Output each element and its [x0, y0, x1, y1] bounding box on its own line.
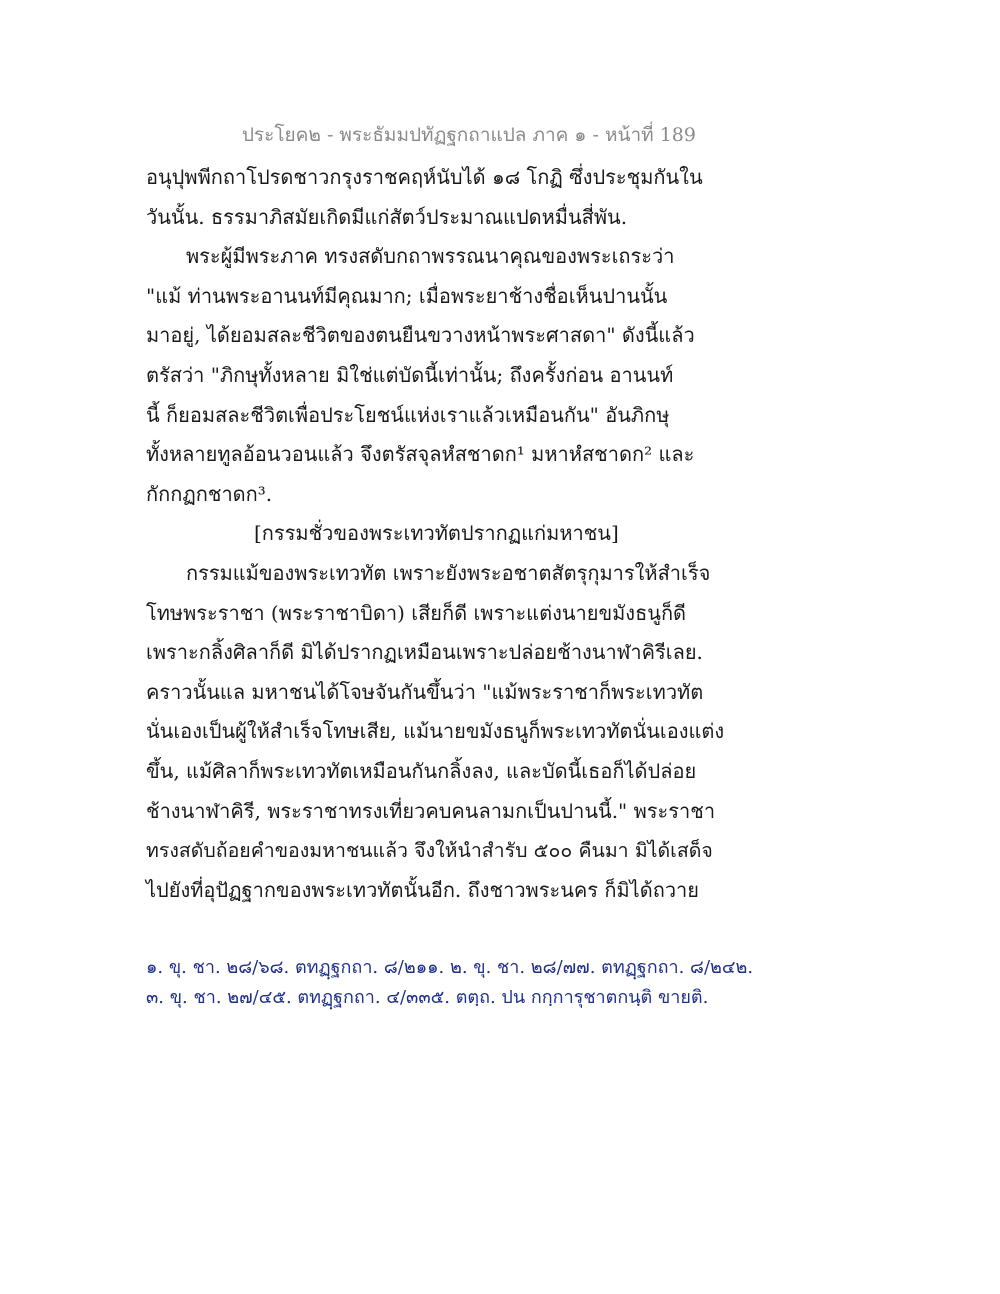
text-line: ไปยังที่อุปัฏฐากของพระเทวทัตนั้นอีก. ถึงชาวพระนคร ก็มิได้ถวาย — [146, 877, 700, 902]
text-line: โทษพระราชา (พระราชาบิดา) เสียก็ดี เพราะแต่งนายขมังธนูก็ดี — [146, 600, 687, 625]
text-line: นี้ ก็ยอมสละชีวิตเพื่อประโยชน์แห่งเราแล้วเหมือนกัน" อันภิกษุ — [146, 402, 670, 427]
text-line: อนุปุพพีกถาโปรดชาวกรุงราชคฤห์นับได้ ๑๘ โกฏิ ซึ่งประชุมกันใน — [146, 165, 703, 189]
text-line: วันนั้น. ธรรมาภิสมัยเกิดมีแก่สัตว์ประมาณแปดหมื่นสี่พัน. — [146, 204, 628, 229]
footnote-line: ๓. ขุ. ชา. ๒๗/๔๕. ตทฏฺฐกถา. ๔/๓๓๕. ตตฺถ. ปน กกฺการุชาตกนฺติ ขายติ. — [146, 987, 709, 1008]
text-line: เพราะกลิ้งศิลาก็ดี มิได้ปรากฏเหมือนเพราะปล่อยช้างนาฬาคิรีเลย. — [146, 640, 703, 665]
text-line: ทรงสดับถ้อยคำของมหาชนแล้ว จึงให้นำสำรับ ๕๐๐ คืนมา มิได้เสด็จ — [146, 839, 713, 863]
footnotes — [146, 953, 786, 1013]
footnote-line: ๑. ขุ. ชา. ๒๘/๖๘. ตทฏฺฐกถา. ๘/๒๑๑. ๒. ขุ. ชา. ๒๘/๗๗. ตทฏฺฐกถา. ๘/๒๔๒. — [146, 957, 754, 978]
text-line: กักกฏกชาดก³. — [146, 481, 273, 506]
section-heading: [กรรมชั่วของพระเทวทัตปรากฏแก่มหาชน] — [254, 521, 619, 546]
text-line: ตรัสว่า "ภิกษุทั้งหลาย มิใช่แต่บัดนี้เท่านั้น; ถึงครั้งก่อน อานนท์ — [146, 362, 674, 387]
paragraph-start-line: พระผู้มีพระภาค ทรงสดับกถาพรรณนาคุณของพระเถระว่า — [186, 244, 675, 269]
body-text — [146, 158, 726, 910]
paragraph-start-line: กรรมแม้ของพระเทวทัต เพราะยังพระอชาตสัตรุกุมารให้สำเร็จ — [186, 560, 711, 585]
page-header: ประโยค๒ - พระธัมมปทัฏฐกถาแปล ภาค ๑ - หน้าที่ 189 — [241, 124, 696, 146]
text-line: ขึ้น, แม้ศิลาก็พระเทวทัตเหมือนกันกลิ้งลง, และบัดนี้เธอก็ได้ปล่อย — [146, 758, 697, 783]
text-line: "แม้ ท่านพระอานนท์มีคุณมาก; เมื่อพระยาช้างชื่อเห็นปานนั้น — [146, 283, 668, 308]
text-line: คราวนั้นแล มหาชนได้โจษจันกันขึ้นว่า "แม้พระราชาก็พระเทวทัต — [146, 679, 704, 704]
text-line: นั่นเองเป็นผู้ให้สำเร็จโทษเสีย, แม้นายขมังธนูก็พระเทวทัตนั่นเองแต่ง — [146, 719, 725, 744]
text-line: ทั้งหลายทูลอ้อนวอนแล้ว จึงตรัสจุลหํสชาดก¹ มหาหํสชาดก² และ — [146, 442, 695, 467]
text-line: ช้างนาฬาคิรี, พระราชาทรงเที่ยวคบคนลามกเป็นปานนี้." พระราชา — [146, 798, 716, 823]
text-line: มาอยู่, ได้ยอมสละชีวิตของตนยืนขวางหน้าพระศาสดา" ดังนี้แล้ว — [146, 323, 695, 348]
